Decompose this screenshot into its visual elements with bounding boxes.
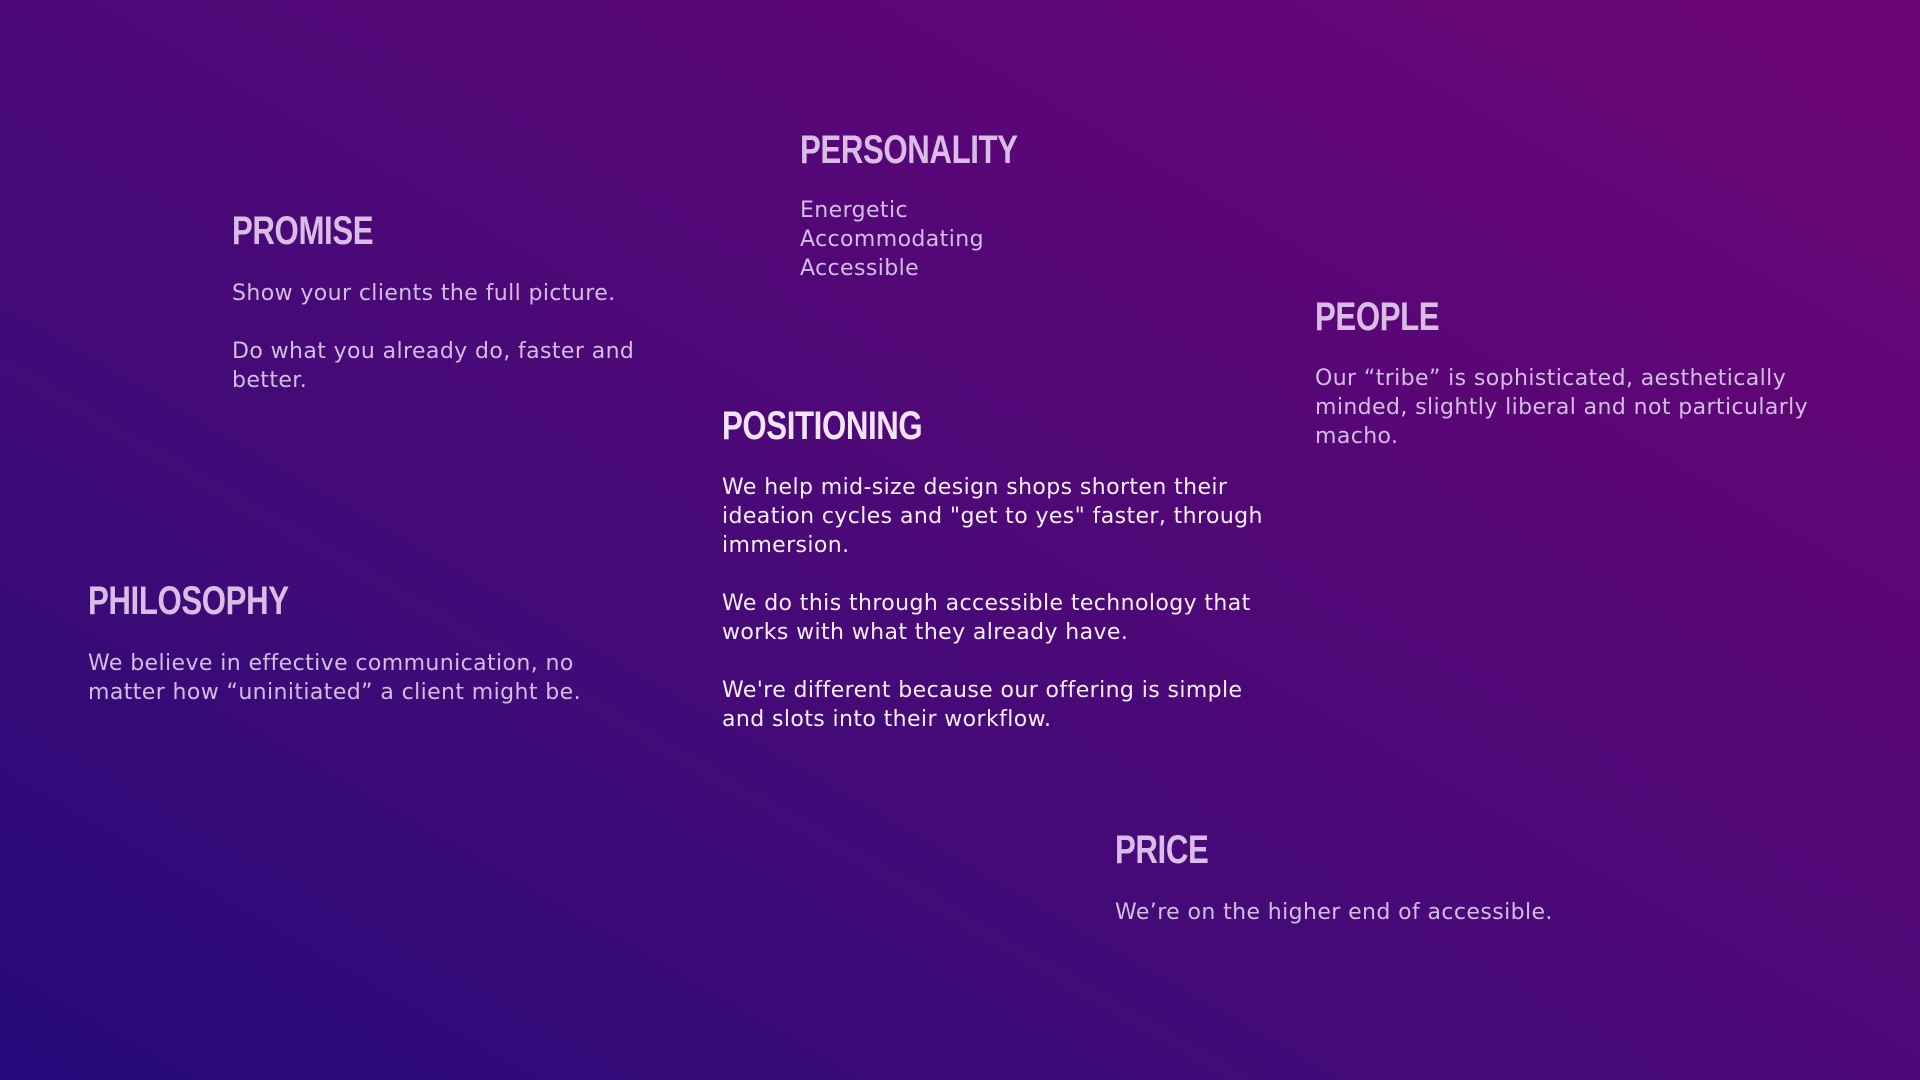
positioning-section <box>722 403 1282 734</box>
philosophy-section <box>88 578 648 707</box>
people-body <box>1315 364 1855 451</box>
promise-section <box>232 208 672 395</box>
promise-heading: PROMISE <box>232 209 374 253</box>
personality-trait: Accommodating <box>800 227 984 252</box>
people-paragraph: Our “tribe” is sophisticated, aesthetically minded, slightly liberal and not particularly macho. <box>1315 366 1809 449</box>
price-paragraph: We’re on the higher end of accessible. <box>1115 900 1553 925</box>
philosophy-heading: PHILOSOPHY <box>88 579 289 623</box>
positioning-body <box>722 473 1282 734</box>
promise-body <box>232 279 672 395</box>
people-heading: PEOPLE <box>1315 295 1440 339</box>
people-section <box>1315 294 1855 451</box>
positioning-paragraph: We do this through accessible technology that works with what they already have. <box>722 591 1251 645</box>
personality-trait: Energetic <box>800 198 908 223</box>
price-heading: PRICE <box>1115 828 1209 872</box>
personality-heading: PERSONALITY <box>800 128 1018 172</box>
personality-section <box>800 127 1080 283</box>
personality-trait: Accessible <box>800 256 920 281</box>
promise-paragraph: Show your clients the full picture. <box>232 281 616 306</box>
promise-paragraph: Do what you already do, faster and better. <box>232 339 635 393</box>
philosophy-body <box>88 649 648 707</box>
positioning-paragraph: We help mid-size design shops shorten their ideation cycles and "get to yes" faster, through immersion. <box>722 475 1263 558</box>
philosophy-paragraph: We believe in effective communication, no matter how “uninitiated” a client might be. <box>88 651 581 705</box>
positioning-heading: POSITIONING <box>722 404 923 448</box>
price-body <box>1115 898 1635 927</box>
price-section <box>1115 827 1635 927</box>
personality-trait-list <box>800 196 1080 283</box>
positioning-paragraph: We're different because our offering is simple and slots into their workflow. <box>722 678 1243 732</box>
